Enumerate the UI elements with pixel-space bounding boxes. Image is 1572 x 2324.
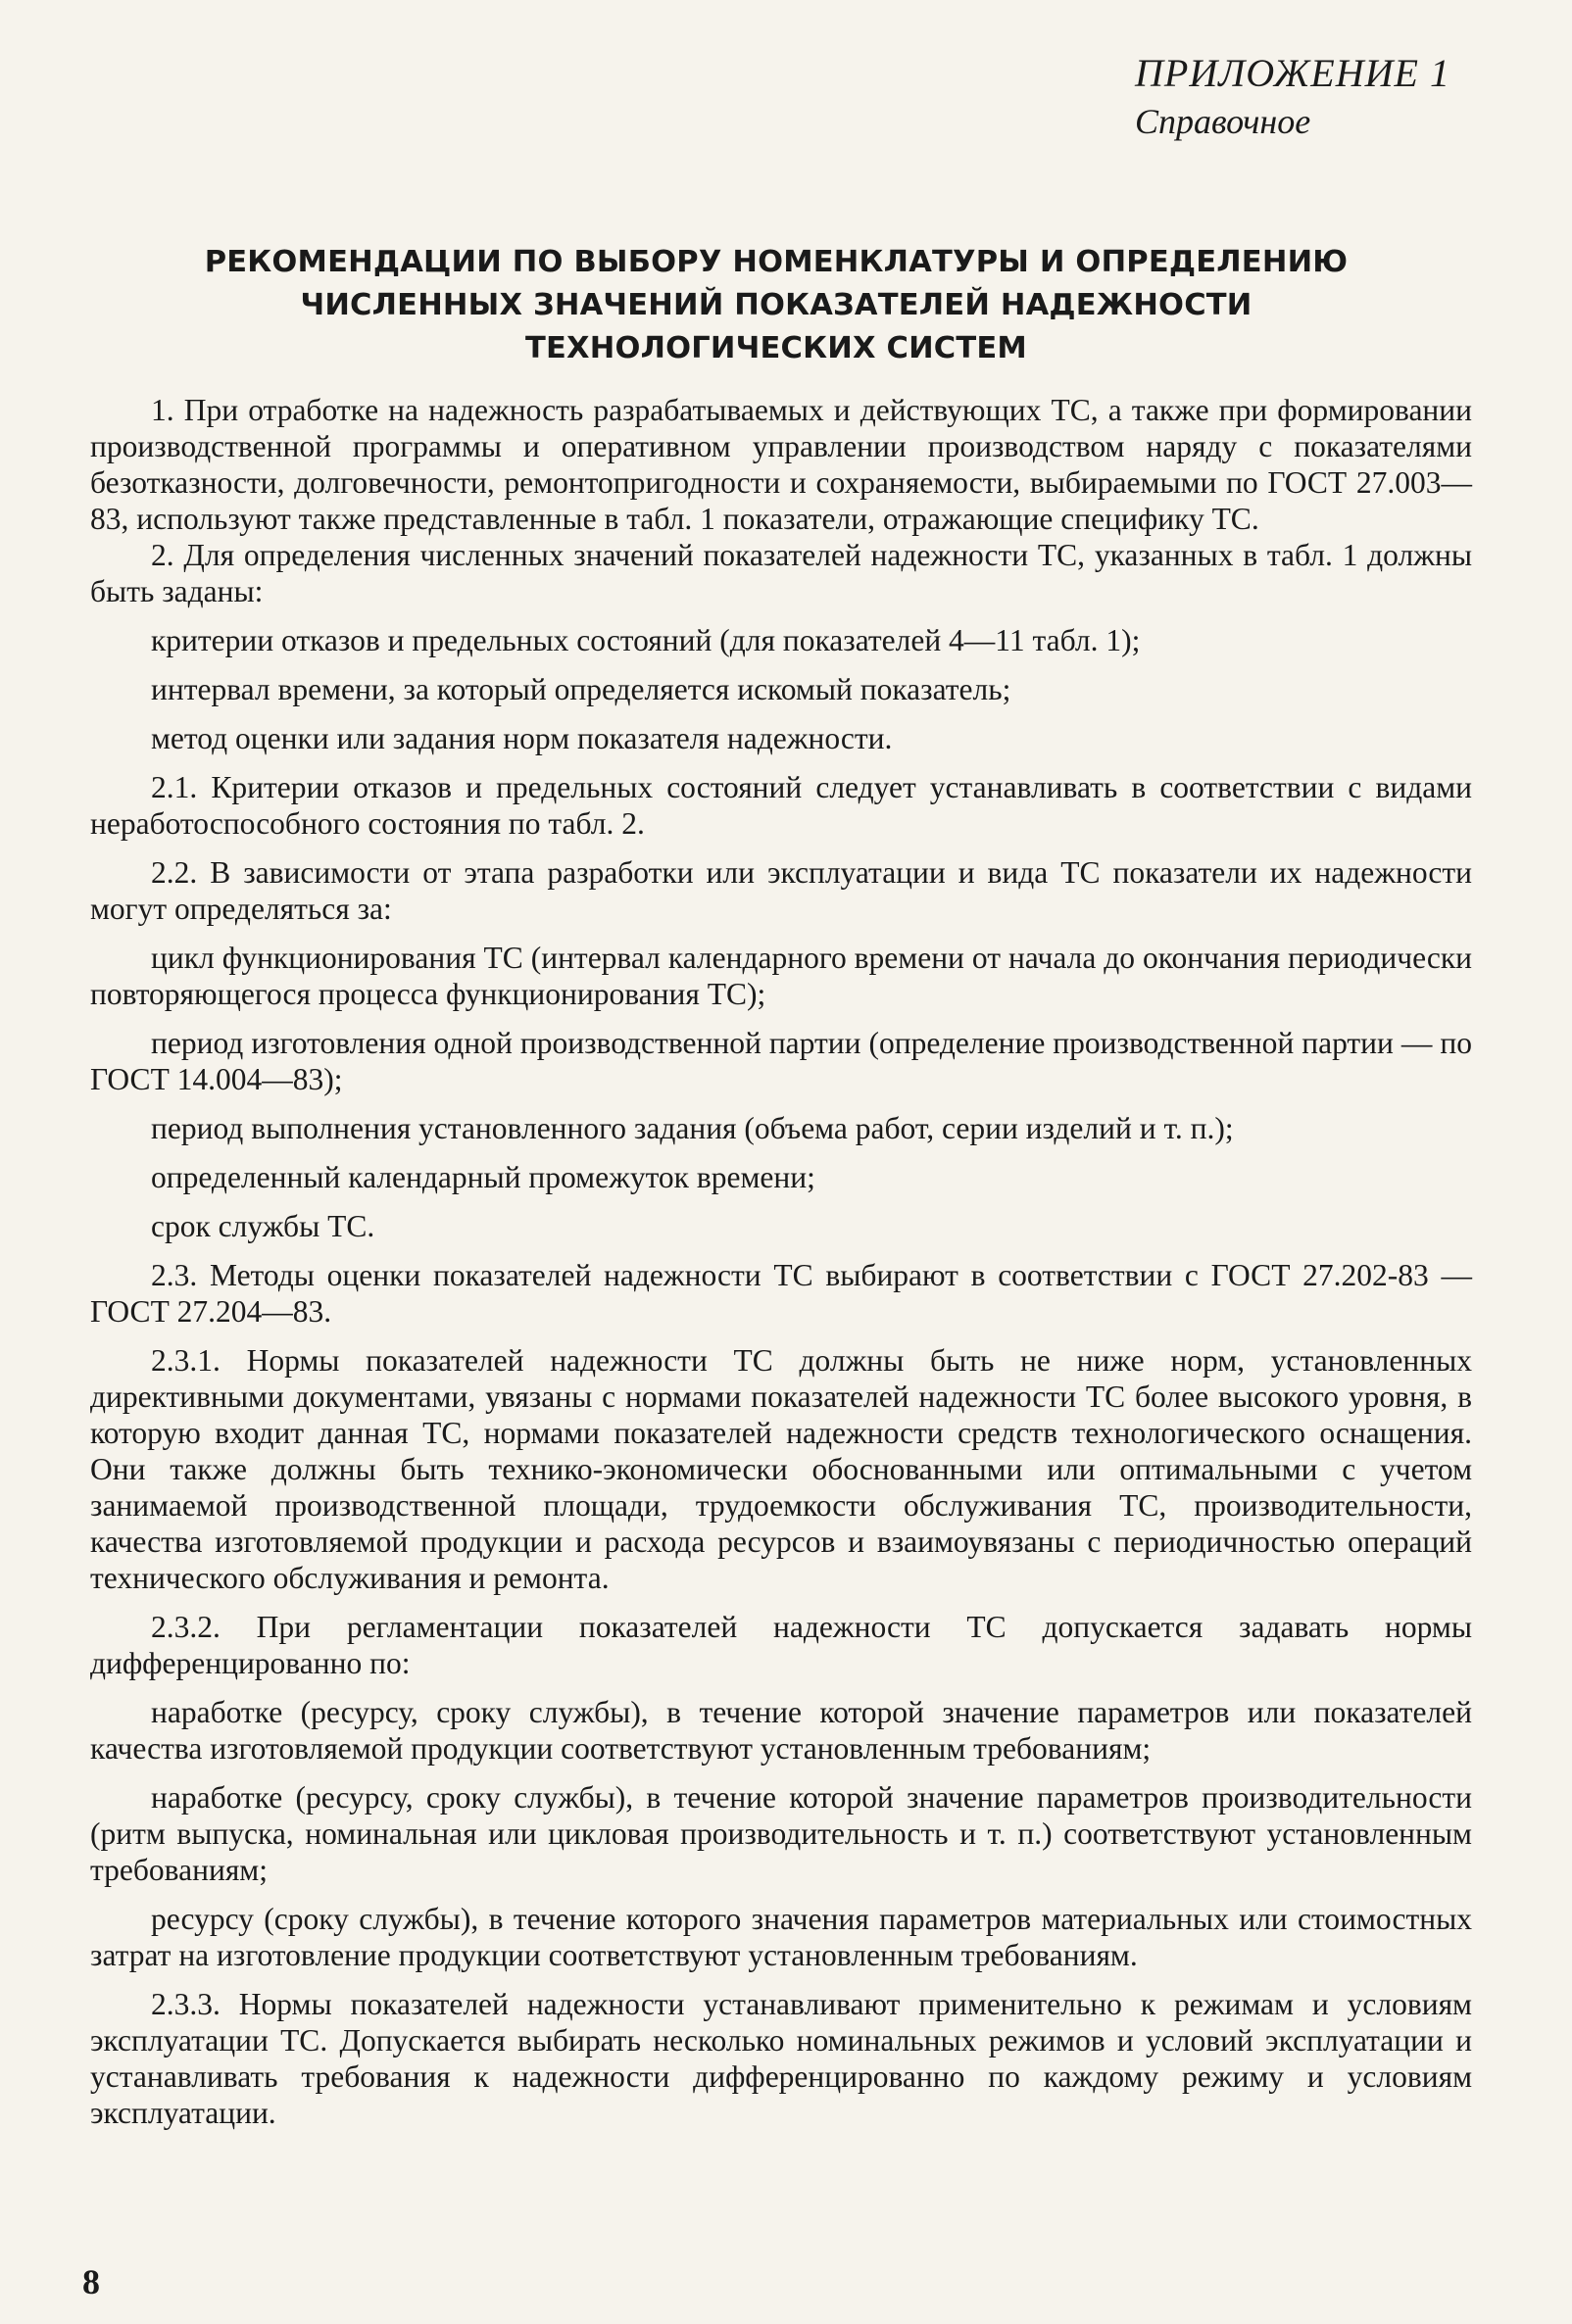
- list-item-failure-criteria: критерии отказов и предельных состояний (для показателей 4—11 табл. 1);: [151, 623, 1141, 657]
- appendix-label: ПРИЛОЖЕНИЕ 1: [1135, 51, 1450, 95]
- paragraph-1: 1. При отработке на надежность разрабатываемых и действующих ТС, а также при формировании производственной программы и оперативном управлении производством наряду с показателями безотказности, долговечности, ремонтопригодности и сохраняемости, выбираемыми по ГОСТ 27.003—83, используют также представленные в табл. 1 показатели, отражающие специфику ТС.: [90, 393, 1472, 536]
- list-item-calendar-period: определенный календарный промежуток времени;: [151, 1160, 815, 1194]
- paragraph-2-3-2: 2.3.2. При регламентации показателей надежности ТС допускается задавать нормы дифференцированно по:: [90, 1610, 1472, 1680]
- list-item-quality: наработке (ресурсу, сроку службы), в течение которой значение параметров или показателей качества изготовляемой продукции соответствуют установленным требованиям;: [90, 1695, 1472, 1766]
- list-item-task-period: период выполнения установленного задания (объема работ, серии изделий и т. п.);: [151, 1111, 1234, 1145]
- page-number: 8: [82, 2262, 100, 2301]
- body-text: [90, 392, 1472, 2131]
- list-item-service-life: срок службы ТС.: [151, 1209, 375, 1243]
- list-item-batch-period: период изготовления одной производственной партии (определение производственной партии — по ГОСТ 14.004—83);: [90, 1026, 1472, 1096]
- list-item-method: метод оценки или задания норм показателя надежности.: [151, 721, 893, 755]
- paragraph-2-1: 2.1. Критерии отказов и предельных состояний следует устанавливать в соответствии с видами неработоспособного состояния по табл. 2.: [90, 770, 1472, 841]
- title-line-3: ТЕХНОЛОГИЧЕСКИХ СИСТЕМ: [525, 331, 1027, 365]
- title-line-2: ЧИСЛЕННЫХ ЗНАЧЕНИЙ ПОКАЗАТЕЛЕЙ НАДЕЖНОСТИ: [300, 288, 1253, 322]
- list-item-time-interval: интервал времени, за который определяется искомый показатель;: [151, 672, 1011, 706]
- paragraph-2: 2. Для определения численных значений показателей надежности ТС, указанных в табл. 1 должны быть заданы:: [90, 538, 1472, 608]
- title-line-1: РЕКОМЕНДАЦИИ ПО ВЫБОРУ НОМЕНКЛАТУРЫ И ОПРЕДЕЛЕНИЮ: [204, 245, 1349, 279]
- appendix-type: Справочное: [1135, 102, 1311, 141]
- appendix-header: [1135, 49, 1468, 145]
- section-title: [90, 241, 1462, 370]
- list-item-productivity: наработке (ресурсу, сроку службы), в течение которой значение параметров производительности (ритм выпуска, номинальная или цикловая производительность и т. п.) соответствуют установленным требованиям;: [90, 1780, 1472, 1887]
- paragraph-2-3-3: 2.3.3. Нормы показателей надежности устанавливают применительно к режимам и условиям эксплуатации ТС. Допускается выбирать несколько номинальных режимов и условий эксплуатации и устанавливать требования к надежности дифференцированно по каждому режиму и условиям эксплуатации.: [90, 1987, 1472, 2130]
- paragraph-2-2: 2.2. В зависимости от этапа разработки или эксплуатации и вида ТС показатели их надежности могут определяться за:: [90, 855, 1472, 926]
- list-item-costs: ресурсу (сроку службы), в течение которого значения параметров материальных или стоимостных затрат на изготовление продукции соответствуют установленным требованиям.: [90, 1902, 1472, 1972]
- paragraph-2-3-1: 2.3.1. Нормы показателей надежности ТС должны быть не ниже норм, установленных директивными документами, увязаны с нормами показателей надежности ТС более высокого уровня, в которую входит данная ТС, нормами показателей надежности средств технологического оснащения. Они также должны быть технико-экономически обоснованными или оптимальными с учетом занимаемой производственной площади, трудоемкости обслуживания ТС, производительности, качества изготовляемой продукции и расхода ресурсов и взаимоувязаны с периодичностью операций технического обслуживания и ремонта.: [90, 1343, 1472, 1595]
- list-item-cycle: цикл функционирования ТС (интервал календарного времени от начала до окончания периодически повторяющегося процесса функционирования ТС);: [90, 941, 1472, 1011]
- paragraph-2-3: 2.3. Методы оценки показателей надежности ТС выбирают в соответствии с ГОСТ 27.202-83 — ГОСТ 27.204—83.: [90, 1258, 1472, 1329]
